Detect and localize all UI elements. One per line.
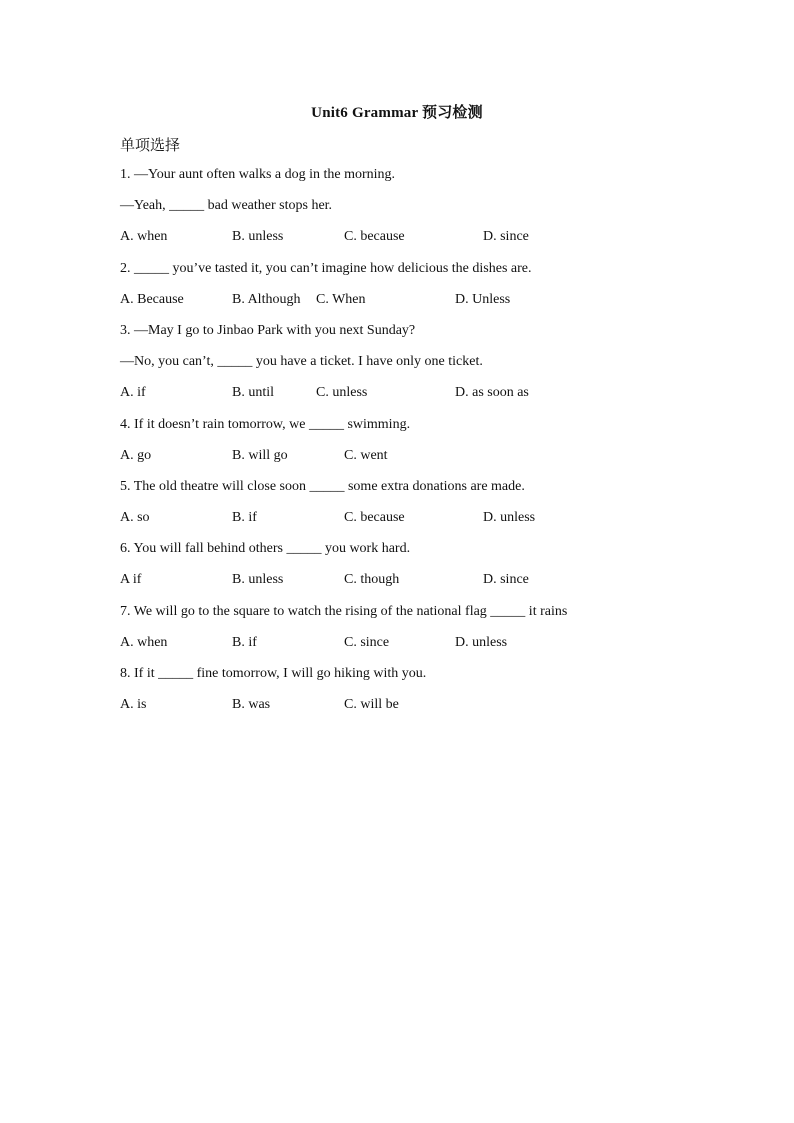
question-text: —Yeah, _____ bad weather stops her.	[120, 198, 333, 214]
option-b: B. will go	[232, 447, 288, 463]
question-3	[120, 321, 720, 415]
option-c: C. went	[344, 447, 388, 463]
option-c: C. When	[316, 291, 366, 307]
options-row	[120, 383, 720, 414]
option-a: A if	[120, 572, 142, 588]
option-a: A. is	[120, 697, 147, 713]
option-a: A. when	[120, 229, 168, 245]
option-d: D. Unless	[455, 291, 511, 307]
question-text: 6. You will fall behind others _____ you work hard.	[120, 541, 411, 557]
option-a: A. so	[120, 510, 150, 526]
question-text: 2. _____ you’ve tasted it, you can’t imagine how delicious the dishes are.	[120, 260, 532, 276]
option-c: C. though	[344, 572, 400, 588]
option-c: C. since	[344, 634, 390, 650]
question-6	[120, 539, 720, 601]
option-c: C. will be	[344, 697, 399, 713]
option-d: D. unless	[455, 634, 508, 650]
options-row	[120, 446, 720, 477]
options-row	[120, 695, 720, 726]
option-b: B. until	[232, 385, 275, 401]
option-a: A. when	[120, 634, 168, 650]
question-text: 4. If it doesn’t rain tomorrow, we _____ swimming.	[120, 416, 411, 432]
question-7	[120, 602, 720, 664]
option-b: B. if	[232, 510, 257, 526]
question-5	[120, 477, 720, 539]
option-b: B. if	[232, 634, 257, 650]
question-text: 3. —May I go to Jinbao Park with you next Sunday?	[120, 322, 416, 338]
option-a: A. go	[120, 447, 152, 463]
option-c: C. unless	[316, 385, 368, 401]
option-d: D. since	[483, 229, 529, 245]
question-text: 1. —Your aunt often walks a dog in the morning.	[120, 167, 396, 182]
question-text: —No, you can’t, _____ you have a ticket. I have only one ticket.	[120, 354, 483, 370]
page-title: Unit6 Grammar 预习检测	[311, 105, 483, 121]
question-4	[120, 415, 720, 477]
option-d: D. since	[483, 572, 529, 588]
option-a: A. Because	[120, 291, 184, 307]
section-heading: 单项选择	[120, 136, 181, 154]
option-b: B. was	[232, 697, 271, 713]
option-c: C. because	[344, 510, 405, 526]
options-row	[120, 508, 720, 539]
options-row	[120, 290, 720, 321]
question-1	[120, 165, 720, 259]
option-c: C. because	[344, 229, 405, 245]
options-row	[120, 227, 720, 258]
option-b: B. Although	[232, 291, 301, 307]
options-row	[120, 570, 720, 601]
options-row	[120, 633, 720, 664]
question-2	[120, 259, 720, 321]
question-text: 8. If it _____ fine tomorrow, I will go hiking with you.	[120, 666, 427, 681]
question-8	[120, 664, 720, 726]
question-text: 7. We will go to the square to watch the rising of the national flag _____ it rains	[120, 603, 568, 619]
option-b: B. unless	[232, 229, 284, 245]
question-text: 5. The old theatre will close soon _____ some extra donations are made.	[120, 478, 525, 494]
option-a: A. if	[120, 385, 146, 401]
question-list	[120, 165, 720, 726]
option-d: D. as soon as	[455, 385, 529, 401]
option-b: B. unless	[232, 572, 284, 588]
option-d: D. unless	[483, 510, 536, 526]
